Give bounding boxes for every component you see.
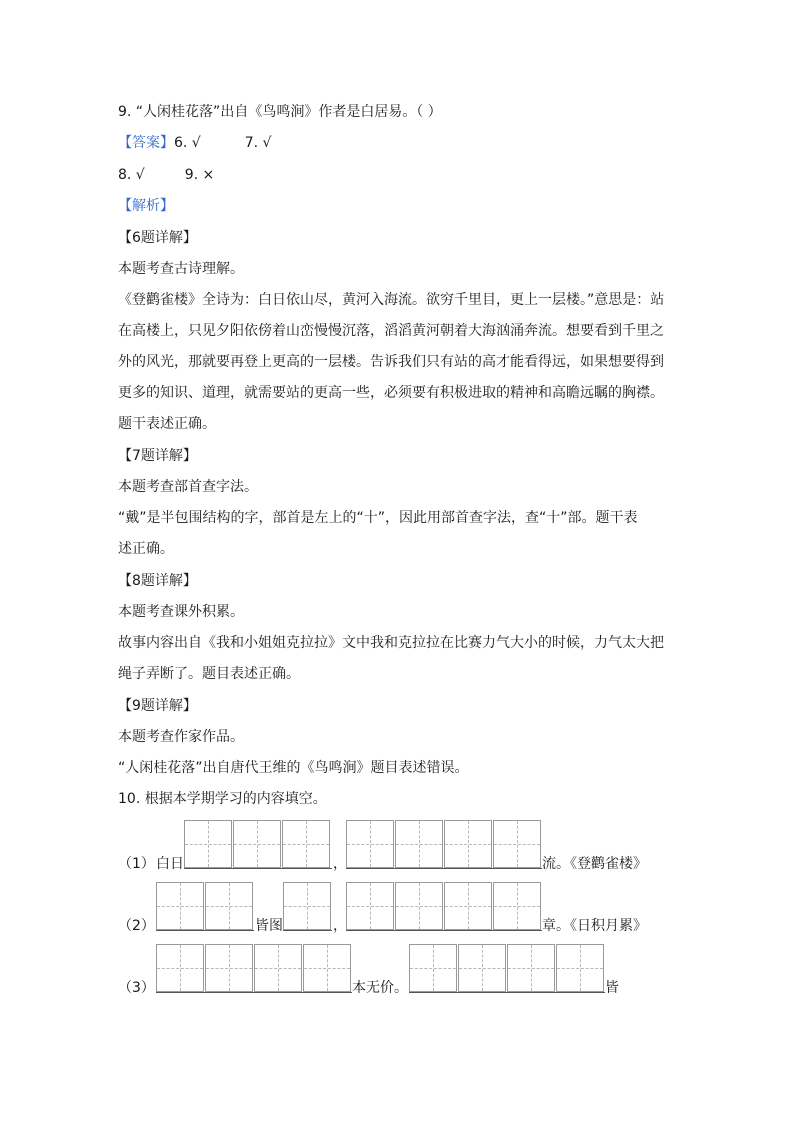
row-2-comma: ， bbox=[333, 918, 347, 934]
writing-box[interactable] bbox=[556, 944, 604, 992]
detail-6-title: 【6题详解】 bbox=[118, 230, 197, 246]
writing-box[interactable] bbox=[156, 944, 204, 992]
detail-9-line: 本题考查作家作品。 bbox=[118, 729, 244, 745]
writing-box[interactable] bbox=[205, 944, 253, 992]
writing-box[interactable] bbox=[346, 882, 394, 930]
row-3-mid: 本无价。 bbox=[352, 980, 408, 996]
writing-box[interactable] bbox=[156, 882, 204, 930]
writing-box[interactable] bbox=[254, 944, 302, 992]
answer-6: 6. √ bbox=[174, 135, 201, 151]
writing-box[interactable] bbox=[205, 882, 253, 930]
writing-box[interactable] bbox=[493, 820, 541, 868]
analysis-tag: 【解析】 bbox=[118, 198, 174, 214]
answer-tag: 【答案】 bbox=[118, 135, 174, 151]
row-1-underline-a bbox=[184, 868, 332, 869]
row-1-underline-b bbox=[346, 868, 542, 869]
row-2-grid-c[interactable] bbox=[346, 882, 542, 930]
detail-8-line: 本题考查课外积累。 bbox=[118, 604, 244, 620]
row-1-number: （1） bbox=[118, 856, 155, 872]
row-2-number: （2） bbox=[118, 918, 155, 934]
writing-box[interactable] bbox=[233, 820, 281, 868]
row-1-suffix: 流。《登鹳雀楼》 bbox=[542, 856, 647, 872]
answer-row-1 bbox=[118, 133, 271, 153]
row-3-number: （3） bbox=[118, 980, 155, 996]
detail-6-line: 在高楼上，只见夕阳依傍着山峦慢慢沉落，滔滔黄河朝着大海汹涌奔流。想要看到千里之 bbox=[118, 323, 664, 339]
row-3-suffix: 皆 bbox=[605, 980, 619, 996]
detail-6-line: 外的风光，那就要再登上更高的一层楼。告诉我们只有站的高才能看得远，如果想要得到 bbox=[118, 354, 664, 370]
writing-box[interactable] bbox=[283, 882, 331, 930]
writing-box[interactable] bbox=[184, 820, 232, 868]
detail-6-line: 更多的知识、道理，就需要站的更高一些，必须要有积极进取的精神和高瞻远瞩的胸襟。 bbox=[118, 385, 664, 401]
row-3-underline-a bbox=[156, 992, 352, 993]
writing-box[interactable] bbox=[282, 820, 330, 868]
writing-box[interactable] bbox=[395, 820, 443, 868]
detail-8-line: 绳子弄断了。题目表述正确。 bbox=[118, 666, 300, 682]
row-2-mid-1: 皆图 bbox=[255, 918, 283, 934]
row-1-prefix: 白日 bbox=[156, 856, 184, 872]
row-2-suffix: 章。《日积月累》 bbox=[542, 918, 647, 934]
answer-row-2 bbox=[118, 165, 214, 185]
detail-7-line: 本题考查部首查字法。 bbox=[118, 479, 258, 495]
detail-7-line: 述正确。 bbox=[118, 541, 174, 557]
question-9: 9. “人闲桂花落”出自《鸟鸣涧》作者是白居易。（ ） bbox=[118, 104, 442, 120]
detail-9-line: “人闲桂花落”出自唐代王维的《鸟鸣涧》题目表述错误。 bbox=[118, 760, 469, 776]
detail-7-line: “戴”是半包围结构的字，部首是左上的“十”，因此用部首查字法，查“十”部。题干表 bbox=[118, 510, 638, 526]
question-10-title: 10. 根据本学期学习的内容填空。 bbox=[118, 791, 327, 807]
row-1-comma: ， bbox=[333, 856, 347, 872]
writing-box[interactable] bbox=[507, 944, 555, 992]
writing-box[interactable] bbox=[409, 944, 457, 992]
row-3-underline-b bbox=[409, 992, 605, 993]
row-2-underline-b bbox=[283, 930, 332, 931]
answer-7: 7. √ bbox=[244, 135, 272, 151]
detail-7-title: 【7题详解】 bbox=[118, 448, 197, 464]
detail-6-line: 本题考查古诗理解。 bbox=[118, 261, 244, 277]
row-2-underline-c bbox=[346, 930, 542, 931]
detail-8-title: 【8题详解】 bbox=[118, 573, 197, 589]
writing-box[interactable] bbox=[458, 944, 506, 992]
detail-8-line: 故事内容出自《我和小姐姐克拉拉》文中我和克拉拉在比赛力气大小的时候，力气太大把 bbox=[118, 635, 664, 651]
detail-6-line: 《登鹳雀楼》全诗为：白日依山尽，黄河入海流。欲穷千里目，更上一层楼。”意思是：站 bbox=[118, 292, 665, 308]
writing-box[interactable] bbox=[444, 882, 492, 930]
writing-box[interactable] bbox=[346, 820, 394, 868]
row-3-grid-a[interactable] bbox=[156, 944, 352, 992]
writing-box[interactable] bbox=[444, 820, 492, 868]
row-2-grid-b[interactable] bbox=[283, 882, 332, 930]
row-1-grid-b[interactable] bbox=[346, 820, 542, 868]
writing-box[interactable] bbox=[493, 882, 541, 930]
writing-box[interactable] bbox=[303, 944, 351, 992]
writing-box[interactable] bbox=[395, 882, 443, 930]
row-3-grid-b[interactable] bbox=[409, 944, 605, 992]
answer-9: 9. × bbox=[184, 167, 215, 183]
row-1-grid-a[interactable] bbox=[184, 820, 332, 868]
answer-8: 8. √ bbox=[118, 167, 145, 183]
row-2-underline-a bbox=[156, 930, 254, 931]
detail-6-line: 题干表述正确。 bbox=[118, 416, 216, 432]
detail-9-title: 【9题详解】 bbox=[118, 698, 197, 714]
row-2-grid-a[interactable] bbox=[156, 882, 254, 930]
